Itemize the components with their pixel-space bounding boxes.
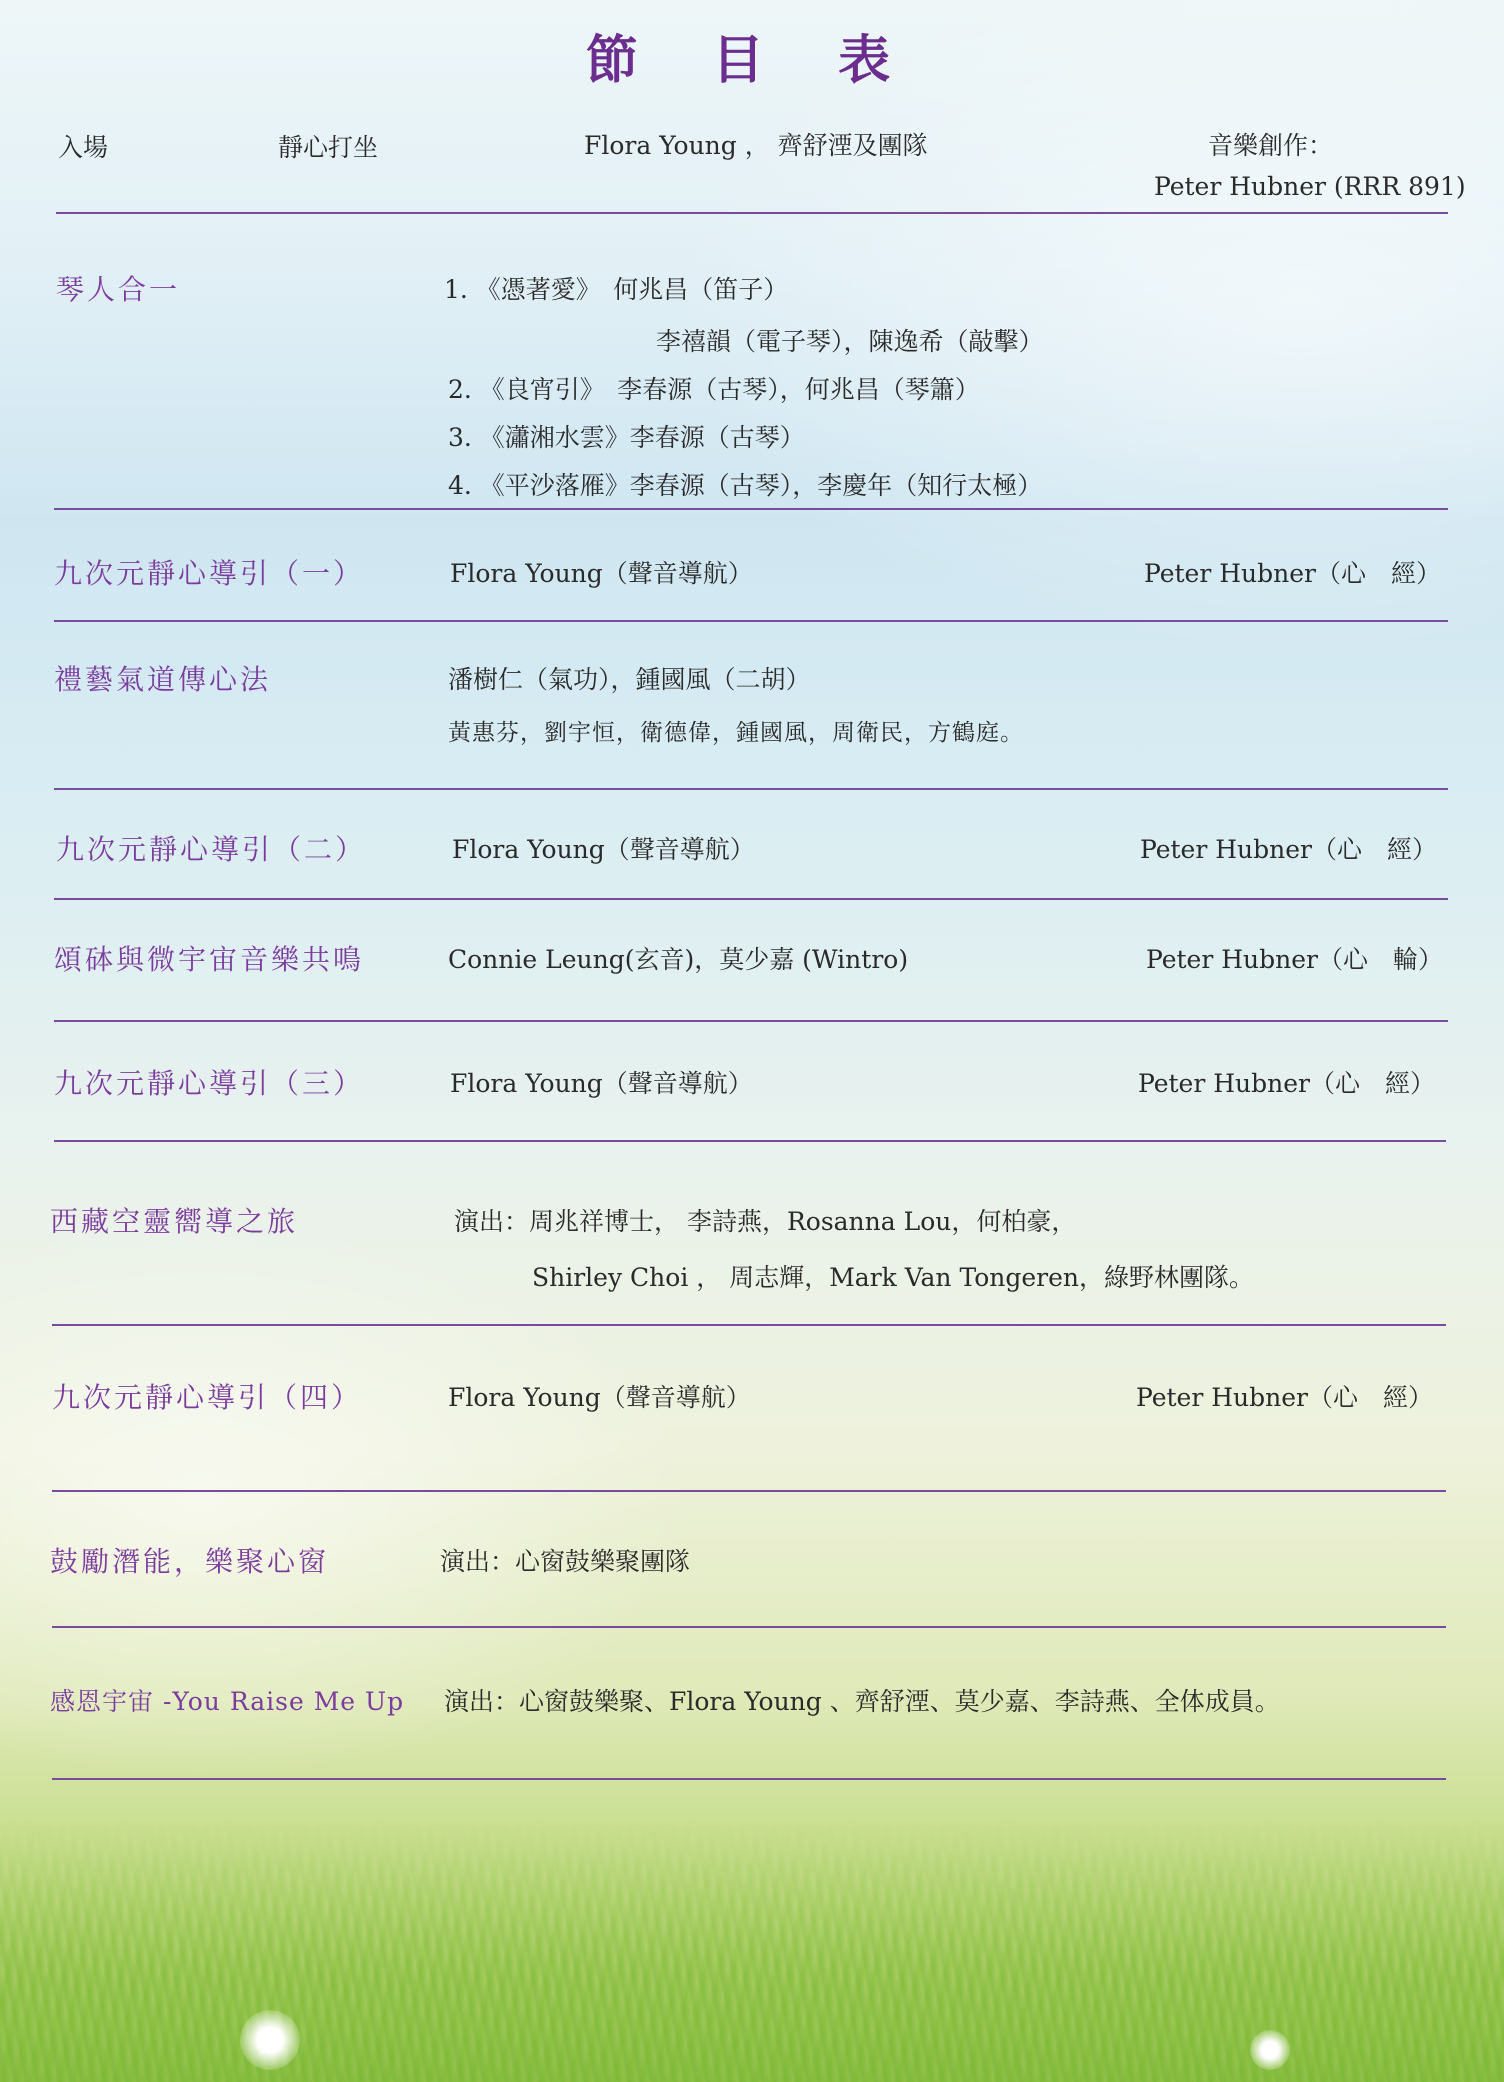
divider (52, 1324, 1446, 1326)
program-line: 潘樹仁（氣功），鍾國風（二胡） (448, 665, 811, 694)
divider (54, 898, 1448, 900)
divider (54, 1140, 1446, 1142)
program-title: 感恩宇宙 -You Raise Me Up (50, 1687, 405, 1716)
page-title: 節 目 表 (585, 30, 919, 91)
divider (52, 1778, 1446, 1780)
program-title: 九次元靜心導引（一） (54, 557, 365, 590)
program-title: 禮藝氣道傳心法 (54, 663, 272, 696)
program-title: 九次元靜心導引（四） (52, 1381, 363, 1414)
program-performer: 演出：心窗鼓樂聚團隊 (440, 1547, 691, 1576)
divider (54, 508, 1448, 510)
program-music: Peter Hubner（心 經） (1140, 835, 1437, 864)
program-performer: 演出：心窗鼓樂聚、Flora Young 、齊舒湮、莫少嘉、李詩燕、全体成員。 (444, 1687, 1280, 1716)
divider (56, 212, 1448, 214)
program-line: 李禧韻（電子琴），陳逸希（敲擊） (656, 327, 1044, 356)
program-title: 九次元靜心導引（二） (56, 833, 367, 866)
program-line: 演出：周兆祥博士， 李詩燕，Rosanna Lou，何柏豪， (454, 1207, 1077, 1236)
program-line: Shirley Choi ， 周志輝，Mark Van Tongeren，綠野林團隊。 (532, 1263, 1254, 1292)
program-title: 九次元靜心導引（三） (54, 1067, 365, 1100)
program-title: 頌砵與微宇宙音樂共鳴 (54, 943, 365, 976)
program-line: 1. 《憑著愛》 何兆昌（笛子） (444, 275, 789, 304)
program-line: 黃惠芬，劉宇恒，衛德偉，鍾國風，周衛民，方鶴庭。 (448, 720, 1024, 746)
header-entrance: 入場 (58, 133, 109, 162)
program-performer: Flora Young（聲音導航） (452, 835, 755, 864)
program-title: 鼓勵潛能，樂聚心窗 (50, 1545, 330, 1578)
divider (54, 1020, 1448, 1022)
header-meditation: 靜心打坐 (278, 133, 379, 162)
divider (54, 788, 1448, 790)
program-performer: Flora Young（聲音導航） (450, 559, 753, 588)
program-music: Peter Hubner（心 輪） (1146, 945, 1443, 974)
program-performer: Flora Young（聲音導航） (448, 1383, 751, 1412)
program-line: 3. 《瀟湘水雲》李春源（古琴） (448, 423, 805, 452)
divider (52, 1490, 1446, 1492)
header-music-credit: Peter Hubner (RRR 891) (1154, 172, 1466, 201)
program-line: 2. 《良宵引》 李春源（古琴），何兆昌（琴簫） (448, 375, 980, 404)
program-music: Peter Hubner（心 經） (1138, 1069, 1435, 1098)
program-music: Peter Hubner（心 經） (1136, 1383, 1433, 1412)
flower-decoration (240, 2010, 300, 2070)
program-music: Peter Hubner（心 經） (1144, 559, 1441, 588)
header-music-label: 音樂創作： (1208, 131, 1334, 160)
program-title: 西藏空靈嚮導之旅 (50, 1205, 299, 1238)
divider (52, 1626, 1446, 1628)
flower-decoration (1250, 2030, 1290, 2070)
program-title: 琴人合一 (56, 273, 181, 306)
program-performer: Connie Leung(玄音)，莫少嘉 (Wintro) (448, 945, 909, 974)
header-performers: Flora Young ， 齊舒湮及團隊 (584, 131, 928, 160)
program-line: 4. 《平沙落雁》李春源（古琴），李慶年（知行太極） (448, 471, 1043, 500)
divider (54, 620, 1448, 622)
program-performer: Flora Young（聲音導航） (450, 1069, 753, 1098)
